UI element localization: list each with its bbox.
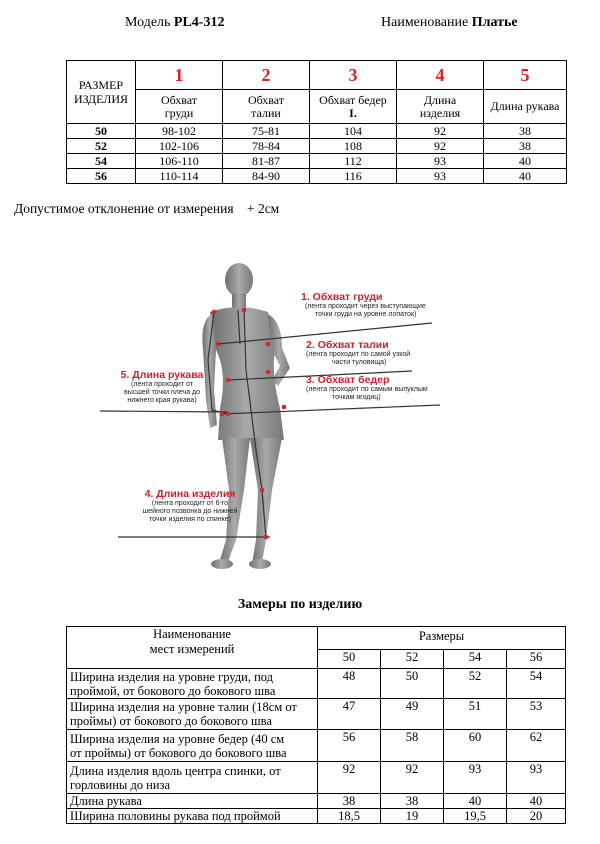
table-row: Ширина половины рукава под проймой 18,5 19 19,5 20: [67, 809, 566, 824]
size-table: [66, 60, 567, 184]
table-row: 50 98-102 75-81 104 92 38: [67, 124, 567, 139]
product-name: Платье: [471, 15, 518, 30]
table-row: 56 110-114 84-90 116 93 40: [67, 169, 567, 184]
col-header: Длина изделия: [397, 90, 484, 124]
sizes-header: Размеры: [318, 627, 566, 650]
label-hips: 3. Обхват бедер (лента проходит по самым выпуклым точкам ягодиц): [306, 374, 428, 401]
table-row: Ширина изделия на уровне груди, под проймой, от бокового до бокового шва 48 50 52 54: [67, 669, 566, 699]
col-number: 3: [310, 61, 397, 90]
measure-table-title: Замеры по изделию: [237, 597, 363, 612]
table-row: Ширина изделия на уровне бедер (40 см от проймы) от бокового до бокового шва 56 58 60 62: [67, 730, 566, 762]
model-code: PL4-312: [173, 15, 225, 30]
col-header: Обхват талии: [223, 90, 310, 124]
model-heading: Модель PL4-312: [125, 15, 225, 30]
col-number: 2: [223, 61, 310, 90]
col-number: 4: [397, 61, 484, 90]
table-row: 52 102-106 78-84 108 92 38: [67, 139, 567, 154]
table-row: Длина изделия вдоль центра спинки, от горловины до низа 92 92 93 93: [67, 762, 566, 794]
tolerance-note: Допустимое отклонение от измерения + 2см: [14, 201, 280, 216]
col-header: Обхват груди: [136, 90, 223, 124]
table-row: Ширина изделия на уровне талии (18см от проймы) от бокового до бокового шва 47 49 51 53: [67, 699, 566, 730]
product-name-heading: Наименование Платье: [381, 15, 518, 30]
col-header: Длина рукава: [484, 90, 567, 124]
table-row: Длина рукава 38 38 40 40: [67, 794, 566, 809]
col-number: 1: [136, 61, 223, 90]
size-col: 50: [318, 650, 381, 669]
label-sleeve: 5. Длина рукава (лента проходит от высшей точки плеча до нижнего края рукава): [120, 369, 204, 404]
size-corner-cell: РАЗМЕР ИЗДЕЛИЯ: [67, 61, 136, 124]
size-col: 54: [444, 650, 507, 669]
label-waist: 2. Обхват талии (лента проходит по самой узкой части туловища): [306, 339, 411, 366]
label-length: 4. Длина изделия (лента проходит от 6-го шейного позвонка до нижней точки изделия по спинке): [142, 488, 238, 523]
col-number: 5: [484, 61, 567, 90]
table-row: 54 106-110 81-87 112 93 40: [67, 154, 567, 169]
measure-header-cell: Наименование мест измерений: [67, 627, 318, 669]
measure-table: [66, 626, 566, 824]
label-chest: 1. Обхват груди (лента проходит через выступающие точки груди на уровне лопаток): [301, 291, 426, 318]
col-header: Обхват бедер I.: [310, 90, 397, 124]
size-col: 56: [507, 650, 566, 669]
size-col: 52: [381, 650, 444, 669]
tolerance-value: + 2см: [246, 201, 280, 216]
body-measurement-figure: [0, 250, 600, 580]
